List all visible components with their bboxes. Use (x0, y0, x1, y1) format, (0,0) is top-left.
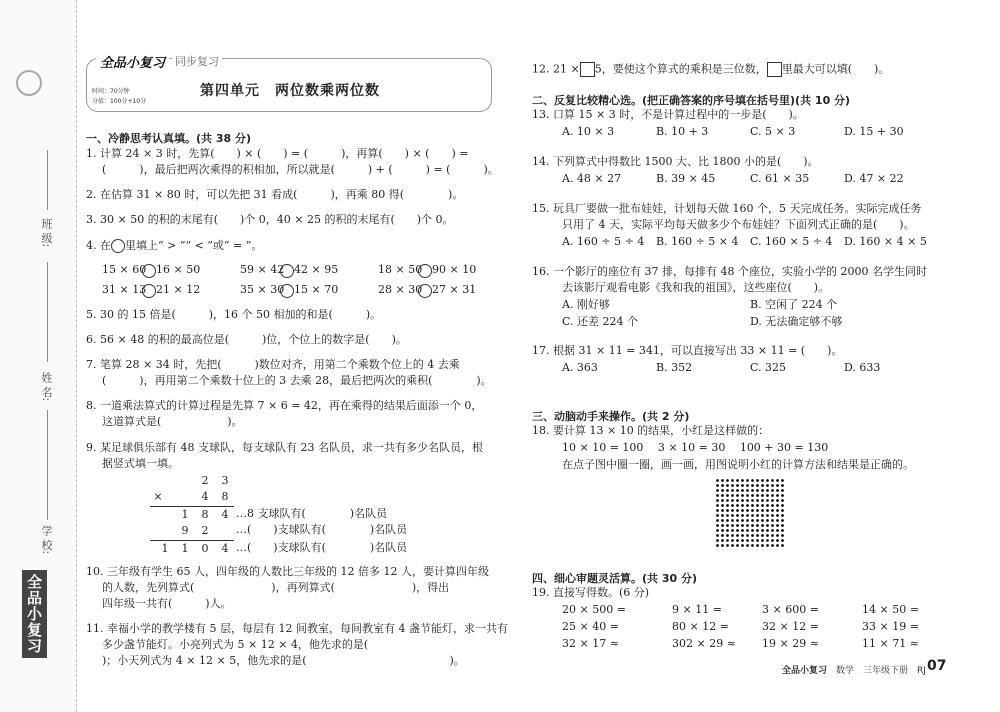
square-blank-icon (580, 62, 595, 77)
section-3-title: 三、动脑动手来操作。(共 2 分) (532, 410, 690, 423)
circle-blank-icon (111, 239, 125, 253)
q14-option-b: B. 39 × 45 (656, 172, 716, 185)
q16-option-c: C. 还差 224 个 (562, 315, 639, 328)
q18-line3: 在点子图中圈一圈，画一画，用图说明小红的计算方法和结果是正确的。 (562, 458, 914, 471)
class-line (47, 150, 48, 210)
vc-digit: 9 (181, 524, 189, 537)
q9-line1: 9. 某足球俱乐部有 48 支球队，每支球队有 23 名队员，求一共有多少名队员，根 (86, 441, 483, 454)
calc-item: 80 × 12 = (672, 620, 729, 633)
calc-item: 302 × 29 ≈ (672, 637, 736, 650)
class-label: 班 级: (40, 218, 53, 248)
q3: 3. 30 × 50 的积的末尾有( )个 0，40 × 25 的积的末尾有( )个 0。 (86, 213, 454, 226)
q10-line2: 的人数，先列算式( )，再列算式( )，得出 (102, 581, 450, 594)
square-blank-icon (767, 62, 782, 77)
q15-option-a: A. 160 ÷ 5 ÷ 4 (562, 235, 645, 248)
q16-option-d: D. 无法确定够不够 (750, 315, 843, 328)
vc-note-3: …( )支球队有( )名队员 (236, 541, 408, 554)
cmp-6-left: 28 × 30 (378, 283, 423, 296)
q17-option-c: C. 325 (750, 361, 787, 374)
calc-item: 25 × 40 = (562, 620, 619, 633)
vc-digit: 0 (201, 542, 209, 555)
school-label: 学 校: (40, 525, 53, 555)
cmp-1-right: 16 × 50 (156, 263, 201, 276)
q15-option-d: D. 160 × 4 × 5 (844, 235, 927, 248)
q14-option-a: A. 48 × 27 (562, 172, 622, 185)
q15-line2: 只用了 4 天，实际平均每天做多少个布娃娃？下面列式正确的是( )。 (562, 218, 915, 231)
header-score: 分值：100分+10分 (92, 98, 147, 105)
q12-suffix: 里最大可以填( )。 (781, 62, 890, 76)
q13-option-c: C. 5 × 3 (750, 125, 796, 138)
vc-digit: 8 (201, 508, 209, 521)
section-2-title: 二、反复比较精心选。(把正确答案的序号填在括号里)(共 10 分) (532, 94, 851, 107)
vc-note-2: …( )支球队有( )名队员 (236, 523, 408, 536)
vc-digit: 4 (201, 490, 209, 503)
q14-option-d: D. 47 × 22 (844, 172, 904, 185)
vc-digit: 1 (181, 508, 189, 521)
q10-line3: 四年级一共有( )人。 (102, 597, 232, 610)
cmp-5-circle[interactable] (280, 284, 294, 298)
cmp-3-circle[interactable] (418, 264, 432, 278)
q11-line1: 11. 幸福小学的教学楼有 5 层，每层有 12 间教室，每间教室有 4 盏节能灯，求一共有 (86, 622, 508, 635)
q6: 6. 56 × 48 的积的最高位是( )位，个位上的数字是( )。 (86, 333, 407, 346)
q7-line1: 7. 笔算 28 × 34 时，先把( )数位对齐，用第二个乘数个位上的 4 去乘 (86, 358, 460, 371)
q13-option-d: D. 15 + 30 (844, 125, 904, 138)
q4-suffix: 里填上“ > ”“ < ”或“ = ”。 (125, 239, 263, 252)
cmp-6-circle[interactable] (418, 284, 432, 298)
q13-option-a: A. 10 × 3 (562, 125, 615, 138)
vc-digit: 1 (181, 542, 189, 555)
q15-option-c: C. 160 × 5 ÷ 4 (750, 235, 833, 248)
q7-line2: ( )，再用第二个乘数十位上的 3 去乘 28，最后把两次的乘积( )。 (102, 374, 492, 387)
q15-option-b: B. 160 ÷ 5 × 4 (656, 235, 739, 248)
cmp-3-left: 18 × 50 (378, 263, 423, 276)
q1-line2: ( )，最后把两次乘得的积相加，所以就是( ) + ( ) = ( )。 (102, 163, 499, 176)
calc-item: 19 × 29 ≈ (762, 637, 819, 650)
q16-line1: 16. 一个影厅的座位有 37 排，每排有 48 个座位，实验小学的 2000 名学生同时 (532, 265, 927, 278)
vc-note-1: …8 支球队有( )名队员 (236, 507, 388, 520)
vc-digit: 8 (221, 490, 229, 503)
cmp-1-circle[interactable] (142, 264, 156, 278)
calc-item: 33 × 19 = (862, 620, 919, 633)
unit-title: 第四单元 两位数乘两位数 (200, 83, 380, 99)
vc-digit: 2 (201, 474, 209, 487)
q4-prefix: 4. 在 (86, 239, 111, 252)
cmp-6-right: 27 × 31 (432, 283, 477, 296)
q16-option-a: A. 刚好够 (562, 298, 610, 311)
q18-line1: 18. 要计算 13 × 10 的结果，小红是这样做的： (532, 424, 770, 437)
page-number: 07 (927, 658, 947, 674)
ring-icon (16, 70, 42, 96)
vc-line (150, 506, 234, 507)
q1-line1: 1. 计算 24 × 3 时，先算( ) × ( ) = ( )，再算( ) × ( ) = (86, 147, 469, 160)
cmp-2-left: 59 × 42 (240, 263, 285, 276)
q15-line1: 15. 玩具厂要做一批布娃娃，计划每天做 160 个，5 天完成任务。实际完成任务 (532, 202, 922, 215)
cmp-2-circle[interactable] (280, 264, 294, 278)
q13: 13. 口算 15 × 3 时，不是计算过程中的一步是( )。 (532, 108, 804, 121)
cmp-4-right: 21 × 12 (156, 283, 201, 296)
q14: 14. 下列算式中得数比 1500 大、比 1800 小的是( )。 (532, 155, 819, 168)
q17: 17. 根据 31 × 11 = 341，可以直接写出 33 × 11 = ( )。 (532, 344, 843, 357)
header-time: 时间：70分钟 (92, 88, 130, 95)
name-line-bottom (47, 410, 48, 520)
q19: 19. 直接写得数。(6 分) (532, 586, 650, 599)
calc-item: 14 × 50 = (862, 603, 919, 616)
q4-instruction (86, 239, 262, 253)
name-label: 姓 名: (40, 372, 53, 402)
q9-line2: 据竖式填一填。 (102, 457, 179, 470)
q12 (532, 62, 889, 77)
calc-item: 3 × 600 = (762, 603, 819, 616)
calc-item: 32 × 17 ≈ (562, 637, 619, 650)
name-line-top (47, 262, 48, 362)
cmp-2-right: 42 × 95 (294, 263, 339, 276)
footer-subject: 数学 三年级下册 RJ (836, 666, 926, 676)
q12-middle: 5，要使这个算式的乘积是三位数， (594, 62, 767, 76)
section-4-title: 四、细心审题灵活算。(共 30 分) (532, 572, 698, 585)
q17-option-b: B. 352 (656, 361, 693, 374)
q12-prefix: 12. 21 × (532, 62, 580, 76)
cmp-1-left: 15 × 60 (102, 263, 147, 276)
vc-line (150, 540, 234, 541)
vc-times: × (153, 490, 163, 503)
calc-item: 32 × 12 = (762, 620, 819, 633)
q2: 2. 在估算 31 × 80 时，可以先把 31 看成( )，再乘 80 得( )。 (86, 188, 464, 201)
q13-option-b: B. 10 + 3 (656, 125, 709, 138)
q14-option-c: C. 61 × 35 (750, 172, 810, 185)
dot-grid[interactable] (715, 478, 785, 548)
vertical-calculation (150, 472, 250, 555)
q11-line2: 多少盏节能灯。小亮列式为 5 × 12 × 4，他先求的是( (102, 638, 479, 651)
q11-line3: )；小天列式为 4 × 12 × 5，他先求的是( )。 (102, 654, 465, 667)
cmp-3-right: 90 × 10 (432, 263, 477, 276)
q17-option-a: A. 363 (562, 361, 598, 374)
q8-line1: 8. 一道乘法算式的计算过程是先算 7 × 6 = 42，再在乘得的结果后面添一个 0， (86, 399, 483, 412)
cmp-4-circle[interactable] (142, 284, 156, 298)
vc-digit: 4 (221, 542, 229, 555)
cmp-5-right: 15 × 70 (294, 283, 339, 296)
footer-brand: 全品小复习 (782, 666, 828, 676)
brand-vertical: 全品小复习 (22, 570, 47, 658)
vc-digit: 2 (201, 524, 209, 537)
binding-strip (0, 0, 77, 712)
cmp-4-left: 31 × 13 (102, 283, 147, 296)
q10-line1: 10. 三年级有学生 65 人，四年级的人数比三年级的 12 倍多 12 人，要计算四年级 (86, 565, 489, 578)
vc-digit: 1 (161, 542, 169, 555)
q16-option-b: B. 空闲了 224 个 (750, 298, 838, 311)
calc-item: 9 × 11 = (672, 603, 722, 616)
q16-line2: 去该影厅观看电影《我和我的祖国》，这些座位( )。 (562, 281, 830, 294)
q18-line2: 10 × 10 = 100 3 × 10 = 30 100 + 30 = 130 (562, 441, 829, 454)
vc-digit: 3 (221, 474, 229, 487)
q17-option-d: D. 633 (844, 361, 881, 374)
header-logo: 全品小复习 (96, 52, 169, 71)
vc-digit: 4 (221, 508, 229, 521)
section-1-title: 一、冷静思考认真填。(共 38 分) (86, 132, 252, 145)
cmp-5-left: 35 × 30 (240, 283, 285, 296)
q8-line2: 这道算式是( )。 (102, 415, 243, 428)
header-tag: 同步复习 (172, 53, 222, 69)
q5: 5. 30 的 15 倍是( )，16 个 50 相加的和是( )。 (86, 308, 382, 321)
calc-item: 11 × 71 ≈ (862, 637, 919, 650)
calc-item: 20 × 500 = (562, 603, 626, 616)
